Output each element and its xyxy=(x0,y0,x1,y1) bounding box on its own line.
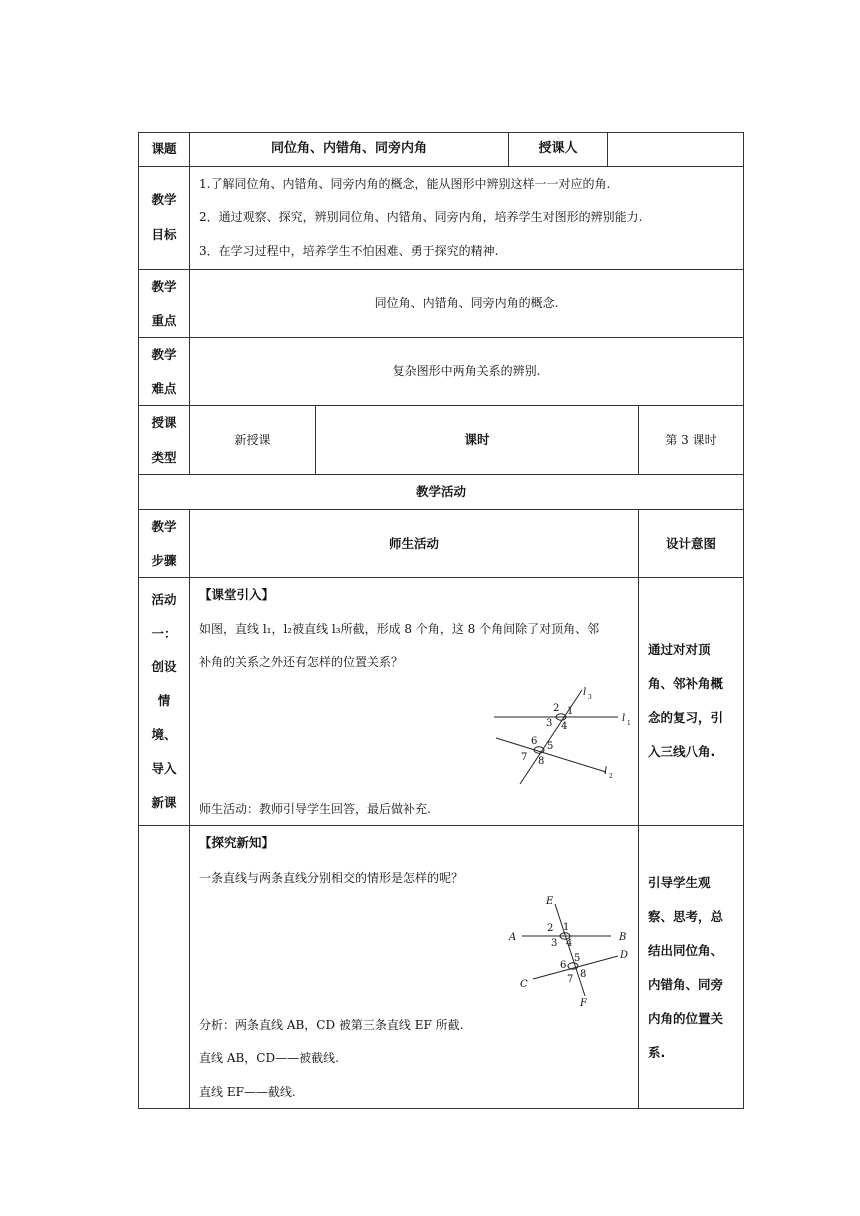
angle-label: 8 xyxy=(538,756,545,767)
step-label-line: 一： xyxy=(151,626,177,641)
intent-line: 内错角、同旁 xyxy=(648,977,724,992)
difficulty-text: 复杂图形中两角关系的辨别. xyxy=(392,364,541,378)
three-lines-eight-angles-figure xyxy=(490,680,640,786)
angle-label: 8 xyxy=(580,969,587,980)
label-l3-sub: 3 xyxy=(588,694,592,701)
topic-title: 同位角、内错角、同旁内角 xyxy=(270,141,427,156)
point-label-c: C xyxy=(520,979,528,990)
angle-label: 6 xyxy=(560,960,567,971)
label-l3: l xyxy=(583,687,587,698)
angle-label: 4 xyxy=(561,721,568,732)
label-l2: l xyxy=(604,766,608,777)
goal-item: 3．在学习过程中，培养学生不怕困难、勇于探究的精神. xyxy=(199,244,499,258)
row-divider xyxy=(138,825,744,826)
angle-label: 4 xyxy=(566,938,573,949)
col-divider xyxy=(189,509,190,1109)
table-border-top xyxy=(138,132,744,133)
col-divider xyxy=(638,509,639,1109)
step-label-line: 新课 xyxy=(151,795,177,810)
step-label-line: 活动 xyxy=(151,592,177,607)
angle-label: 2 xyxy=(547,923,554,934)
row-divider xyxy=(138,337,744,338)
goals-label-line2: 目标 xyxy=(151,227,177,242)
row-divider xyxy=(138,474,744,475)
angle-label: 1 xyxy=(563,922,570,933)
step-label-line: 创设 xyxy=(151,659,177,674)
intent-line: 念的复习，引 xyxy=(648,710,724,725)
teacher-label: 授课人 xyxy=(538,141,578,156)
col-divider xyxy=(607,132,608,166)
intent-line: 内角的位置关 xyxy=(648,1011,724,1026)
step-label-line: 导入 xyxy=(151,761,177,776)
intent-line: 察、思考，总 xyxy=(648,909,724,924)
angle-label: 6 xyxy=(531,736,538,747)
label-l2-sub: 2 xyxy=(609,773,613,780)
step-label-line: 境、 xyxy=(151,727,177,742)
row-divider xyxy=(138,509,744,510)
angle-label: 1 xyxy=(567,706,574,717)
angle-label: 2 xyxy=(553,703,560,714)
steps-label-line1: 教学 xyxy=(151,519,177,534)
cut-lines-text: 直线 AB，CD——被截线. xyxy=(199,1051,339,1065)
explore-question: 一条直线与两条直线分别相交的情形是怎样的呢？ xyxy=(199,871,464,885)
analysis-text: 分析：两条直线 AB，CD 被第三条直线 EF 所截. xyxy=(199,1018,464,1032)
difficulty-label-line1: 教学 xyxy=(151,347,177,362)
teacher-student-note: 师生活动：教师引导学生回答，最后做补充. xyxy=(199,802,431,816)
period-value: 第 3 课时 xyxy=(665,433,717,447)
point-label-f: F xyxy=(580,998,587,1009)
intent-line: 通过对对顶 xyxy=(648,642,711,657)
step-label-line: 情 xyxy=(157,693,171,708)
point-label-a: A xyxy=(509,932,517,943)
table-border-right xyxy=(743,132,744,1109)
goals-label-line1: 教学 xyxy=(151,192,177,207)
section-title-intro: 【课堂引入】 xyxy=(199,587,275,602)
intent-line: 入三线八角. xyxy=(648,744,716,759)
transversal-figure xyxy=(505,890,635,1010)
angle-label: 7 xyxy=(567,974,574,985)
point-label-b: B xyxy=(619,932,627,943)
angle-label: 3 xyxy=(546,718,553,729)
topic-label: 课题 xyxy=(151,141,177,156)
angle-label: 3 xyxy=(551,938,558,949)
intro-text: 如图，直线 l₁，l₂被直线 l₃所截，形成 8 个角，这 8 个角间除了对顶角、邻 xyxy=(199,622,600,636)
transversal-text: 直线 EF——截线. xyxy=(199,1085,296,1099)
intent-line: 结出同位角、 xyxy=(648,943,724,958)
activity-column-header: 师生活动 xyxy=(388,536,439,551)
point-label-d: D xyxy=(620,950,629,961)
intent-line: 系. xyxy=(648,1045,666,1060)
section-title-explore: 【探究新知】 xyxy=(199,835,275,850)
table-border-bottom xyxy=(138,1108,744,1109)
angle-label: 5 xyxy=(574,953,581,964)
label-l1-sub: 1 xyxy=(627,720,631,727)
lesson-type-label-line1: 授课 xyxy=(151,415,177,430)
angle-label: 7 xyxy=(521,752,528,763)
row-divider xyxy=(138,269,744,270)
line-l3 xyxy=(520,690,582,784)
activities-title: 教学活动 xyxy=(415,484,466,499)
angle-label: 5 xyxy=(547,741,554,752)
lesson-type-value: 新授课 xyxy=(234,433,271,447)
steps-label-line2: 步骤 xyxy=(151,553,177,568)
intent-column-header: 设计意图 xyxy=(665,536,716,551)
intro-text: 补角的关系之外还有怎样的位置关系？ xyxy=(199,655,404,669)
key-point-text: 同位角、内错角、同旁内角的概念. xyxy=(374,296,559,310)
difficulty-label-line2: 难点 xyxy=(151,381,177,396)
goal-item: 2．通过观察、探究，辨别同位角、内错角、同旁内角，培养学生对图形的辨别能力. xyxy=(199,210,643,224)
intent-line: 引导学生观 xyxy=(648,875,711,890)
label-l1: l xyxy=(622,713,626,724)
point-label-e: E xyxy=(546,896,554,907)
period-label: 课时 xyxy=(464,432,490,447)
goal-item: 1.了解同位角、内错角、同旁内角的概念，能从图形中辨别这样一一对应的角. xyxy=(199,177,611,191)
key-point-label-line1: 教学 xyxy=(151,279,177,294)
row-divider xyxy=(138,577,744,578)
intent-line: 角、邻补角概 xyxy=(648,676,724,691)
key-point-label-line2: 重点 xyxy=(151,313,177,328)
row-divider xyxy=(138,405,744,406)
row-divider xyxy=(138,166,744,167)
lesson-type-label-line2: 类型 xyxy=(151,450,177,465)
